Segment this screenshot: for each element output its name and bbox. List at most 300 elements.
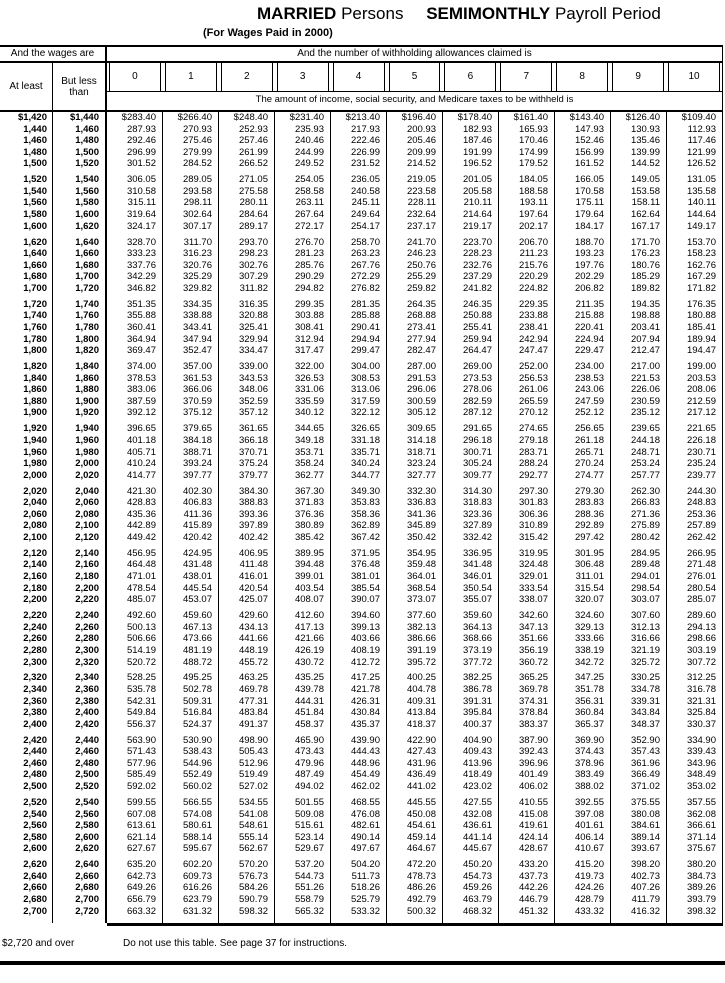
amount-cell-col-5: 350.42 [387,532,443,544]
table-row [0,735,723,747]
amount-cell-col-9: 280.42 [611,532,667,544]
table-row [0,248,723,260]
at-least-cell: 2,520 [0,797,53,809]
table-row [0,657,723,669]
amount-cell-col-3: 299.35 [275,299,331,311]
but-less-cell: 2,600 [53,832,107,844]
amount-cell-col-10: 325.84 [667,707,723,719]
amount-cell-col-10: 162.76 [667,260,723,272]
amount-cell-col-2: 498.90 [219,735,275,747]
amount-cell-col-6: 201.05 [443,174,499,186]
amount-cell-col-3: 394.48 [275,559,331,571]
amount-cell-col-5: 309.65 [387,423,443,435]
amount-cell-col-5: 246.23 [387,248,443,260]
table-row [0,832,723,844]
amount-cell-col-7: $161.40 [499,112,555,124]
amount-cell-col-3: 331.06 [275,384,331,396]
amount-cell-col-9: 330.25 [611,672,667,684]
amount-cell-col-0: 378.53 [107,373,163,385]
amount-cell-col-2: 334.47 [219,345,275,357]
amount-cell-col-3: 362.77 [275,470,331,482]
amount-cell-col-0: 607.08 [107,809,163,821]
amount-cell-col-7: 410.55 [499,797,555,809]
amount-cell-col-7: 242.94 [499,334,555,346]
amount-cell-col-8: 188.70 [555,237,611,249]
amount-cell-col-1: 320.76 [163,260,219,272]
amount-cell-col-1: 420.42 [163,532,219,544]
amount-cell-col-2: 477.31 [219,696,275,708]
amount-cell-col-4: 340.24 [331,458,387,470]
amount-cell-col-5: 282.47 [387,345,443,357]
amount-cell-col-0: 478.54 [107,583,163,595]
amount-cell-col-1: 538.43 [163,746,219,758]
title-payroll-period: Payroll Period [554,4,661,23]
amount-cell-col-6 [443,917,499,923]
amount-cell-col-6: 269.00 [443,361,499,373]
but-less-cell: 2,660 [53,871,107,883]
amount-cell-col-6: 359.60 [443,610,499,622]
table-row [0,622,723,634]
amount-cell-col-8: 197.76 [555,260,611,272]
amount-cell-col-5: 454.61 [387,820,443,832]
amount-cell-col-4: 317.59 [331,396,387,408]
amount-cell-col-6: 232.76 [443,260,499,272]
amount-cell-col-5: 241.70 [387,237,443,249]
at-least-cell: 1,500 [0,158,53,170]
but-less-cell: 2,260 [53,622,107,634]
amount-cell-col-2: 434.13 [219,622,275,634]
amount-cell-col-2: 527.02 [219,781,275,793]
amount-cell-col-0: 577.96 [107,758,163,770]
but-less-cell: 2,700 [53,894,107,906]
amount-cell-col-0: 428.83 [107,497,163,509]
amount-cell-col-0: 383.06 [107,384,163,396]
amount-cell-col-7: 387.90 [499,735,555,747]
amount-cell-col-1: 379.65 [163,423,219,435]
amount-cell-col-10: 144.64 [667,209,723,221]
amount-cell-col-9: 180.76 [611,260,667,272]
amount-cell-col-9: 248.71 [611,447,667,459]
amount-cell-col-8: 397.08 [555,809,611,821]
amount-cell-col-1: 361.53 [163,373,219,385]
amount-cell-col-6: 205.58 [443,186,499,198]
amount-cell-col-6: 309.77 [443,470,499,482]
amount-cell-col-2: 576.73 [219,871,275,883]
at-least-cell: 2,060 [0,509,53,521]
amount-cell-col-8: 324.60 [555,610,611,622]
amount-cell-col-10: 285.07 [667,594,723,606]
allowance-number-boxes [107,63,722,92]
amount-cell-col-6: 377.72 [443,657,499,669]
amount-cell-col-6: 423.02 [443,781,499,793]
amount-cell-col-6: 350.54 [443,583,499,595]
table-row [0,345,723,357]
amount-cell-col-3: $231.40 [275,112,331,124]
at-least-cell: 1,460 [0,135,53,147]
amount-cell-col-5: 305.12 [387,407,443,419]
amount-cell-col-3: 515.61 [275,820,331,832]
at-least-cell: 2,660 [0,882,53,894]
amount-cell-col-8: 184.17 [555,221,611,233]
at-least-cell: 2,180 [0,583,53,595]
amount-cell-col-1: 329.82 [163,283,219,295]
table-row [0,322,723,334]
amount-cell-col-5: 268.88 [387,310,443,322]
amount-cell-col-1: 270.93 [163,124,219,136]
table-row [0,571,723,583]
amount-cell-col-9: 312.13 [611,622,667,634]
allowance-col-10: 10 [668,63,720,91]
amount-cell-col-10 [667,917,723,923]
amount-cell-col-5: 382.13 [387,622,443,634]
but-less-cell: 2,000 [53,458,107,470]
amount-cell-col-3: 479.96 [275,758,331,770]
but-less-cell: 2,240 [53,610,107,622]
table-header-row-1 [0,45,723,63]
but-less-cell: 1,880 [53,384,107,396]
table-row [0,520,723,532]
amount-cell-col-9: $126.40 [611,112,667,124]
amount-cell-col-7: 360.72 [499,657,555,669]
amount-cell-col-10: 171.82 [667,283,723,295]
table-row [0,310,723,322]
table-footer [0,938,725,951]
amount-cell-col-4: 231.52 [331,158,387,170]
amount-cell-col-3: 308.41 [275,322,331,334]
amount-cell-col-6: 278.06 [443,384,499,396]
amount-cell-col-7: 202.17 [499,221,555,233]
amount-cell-col-4: 263.23 [331,248,387,260]
amount-cell-col-10: 239.77 [667,470,723,482]
amount-cell-col-3: 317.47 [275,345,331,357]
amount-cell-col-5: 427.43 [387,746,443,758]
but-less-cell: 2,040 [53,486,107,498]
table-row [0,186,723,198]
but-less-cell: 2,580 [53,820,107,832]
amount-cell-col-7: 319.95 [499,548,555,560]
amount-cell-col-8: 342.72 [555,657,611,669]
table-row [0,237,723,249]
amount-cell-col-10: 212.59 [667,396,723,408]
amount-cell-col-7: 174.99 [499,147,555,159]
amount-cell-col-0: 514.19 [107,645,163,657]
amount-cell-col-1: 431.48 [163,559,219,571]
but-less-cell: 2,180 [53,571,107,583]
amount-cell-col-9: 266.83 [611,497,667,509]
allowance-col-2: 2 [221,63,273,91]
at-least-cell: 1,800 [0,345,53,357]
amount-cell-col-5: 422.90 [387,735,443,747]
amount-cell-col-2: 512.96 [219,758,275,770]
amount-cell-col-0: 492.60 [107,610,163,622]
amount-cell-col-0: 635.20 [107,859,163,871]
amount-cell-col-0: 310.58 [107,186,163,198]
amount-cell-col-9: 402.73 [611,871,667,883]
amount-cell-col-8: 347.25 [555,672,611,684]
but-less-cell: 2,440 [53,735,107,747]
at-least-cell: 2,640 [0,871,53,883]
amount-cell-col-7: 428.67 [499,843,555,855]
at-least-cell: 2,160 [0,571,53,583]
wages-over-label: $2,720 and over [2,938,75,949]
amount-cell-col-6: 418.49 [443,769,499,781]
amount-cell-col-1: 388.71 [163,447,219,459]
amount-cell-col-5: 359.48 [387,559,443,571]
amount-cell-col-1: 293.58 [163,186,219,198]
amount-cell-col-6: 391.31 [443,696,499,708]
amount-cell-col-1: 393.24 [163,458,219,470]
amount-cell-col-7: 297.30 [499,486,555,498]
amount-cell-col-4: 533.32 [331,906,387,918]
amount-cell-col-8: 392.55 [555,797,611,809]
amount-cell-col-6: 450.20 [443,859,499,871]
footer-instruction: Do not use this table. See page 37 for instructions. [123,938,348,949]
amount-cell-col-7 [499,917,555,923]
amount-cell-col-2: 370.71 [219,447,275,459]
amount-cell-col-5: 486.26 [387,882,443,894]
amount-cell-col-9: 407.26 [611,882,667,894]
amount-cell-col-4: 240.58 [331,186,387,198]
at-least-cell: 2,320 [0,672,53,684]
amount-cell-col-0: 401.18 [107,435,163,447]
amount-cell-col-6: 264.47 [443,345,499,357]
amount-cell-col-0: 535.78 [107,684,163,696]
amount-cell-col-6: 314.30 [443,486,499,498]
table-row [0,645,723,657]
amount-cell-col-3: 558.79 [275,894,331,906]
table-row [0,894,723,906]
amount-cell-col-7: 224.82 [499,283,555,295]
but-less-cell: 2,100 [53,520,107,532]
but-less-cell [53,917,107,923]
amount-cell-col-5: 214.52 [387,158,443,170]
amount-cell-col-7: 342.60 [499,610,555,622]
amount-cell-col-4: 417.25 [331,672,387,684]
but-less-cell: 2,080 [53,509,107,521]
table-row [0,373,723,385]
but-less-cell: 1,960 [53,435,107,447]
amount-cell-col-4: 358.36 [331,509,387,521]
amount-cell-col-10: 303.19 [667,645,723,657]
amount-cell-col-4: 226.99 [331,147,387,159]
amount-cell-col-10: 307.72 [667,657,723,669]
amount-cell-col-7: 365.25 [499,672,555,684]
amount-cell-col-4: 290.41 [331,322,387,334]
amount-cell-col-10: 203.53 [667,373,723,385]
amount-cell-col-5: 223.58 [387,186,443,198]
amount-cell-col-2: 505.43 [219,746,275,758]
amount-cell-col-0: 374.00 [107,361,163,373]
title-persons: Persons [341,4,404,23]
but-less-cell: 1,580 [53,197,107,209]
table-row [0,746,723,758]
table-header-row-2 [0,63,723,110]
amount-cell-col-7: 396.96 [499,758,555,770]
at-least-cell: 2,540 [0,809,53,821]
amount-cell-col-6: 228.23 [443,248,499,260]
allowances-claimed-header: And the number of withholding allowances claimed is [107,47,723,61]
amount-cell-col-1: 298.11 [163,197,219,209]
amount-cell-col-0: 585.49 [107,769,163,781]
amount-cell-col-9: 226.06 [611,384,667,396]
amount-cell-col-8: 252.12 [555,407,611,419]
amount-cell-col-9: 411.79 [611,894,667,906]
amount-cell-col-0: 287.93 [107,124,163,136]
amount-cell-col-9: 284.95 [611,548,667,560]
amount-cell-col-5: 287.00 [387,361,443,373]
amount-cell-col-7: 315.42 [499,532,555,544]
amount-cell-col-10: 194.47 [667,345,723,357]
amount-cell-col-1: 370.59 [163,396,219,408]
amount-cell-col-3: 487.49 [275,769,331,781]
table-row [0,719,723,731]
amount-cell-col-6: 432.08 [443,809,499,821]
amount-cell-col-8: 338.19 [555,645,611,657]
amount-cell-col-4: 421.78 [331,684,387,696]
at-least-cell: 1,580 [0,209,53,221]
amount-cell-col-9: 167.17 [611,221,667,233]
amount-cell-col-2: 548.61 [219,820,275,832]
amount-cell-col-6: 196.52 [443,158,499,170]
amount-cell-col-6: 445.67 [443,843,499,855]
amount-cell-col-3: 254.05 [275,174,331,186]
allowance-col-1: 1 [165,63,217,91]
but-less-cell: 2,220 [53,594,107,606]
amount-cell-col-7: 274.65 [499,423,555,435]
amount-cell-col-7: 170.46 [499,135,555,147]
amount-cell-col-2: 429.60 [219,610,275,622]
at-least-cell: 2,260 [0,633,53,645]
amount-cell-col-0: 337.76 [107,260,163,272]
amount-cell-col-2: 397.89 [219,520,275,532]
amount-cell-col-3: 376.36 [275,509,331,521]
table-row [0,548,723,560]
amount-cell-col-9: 158.11 [611,197,667,209]
amount-cell-col-2: 411.48 [219,559,275,571]
amount-cell-col-4: 408.19 [331,645,387,657]
at-least-cell: 2,220 [0,610,53,622]
amount-cell-col-8: $143.40 [555,112,611,124]
amount-cell-col-5 [387,917,443,923]
amount-cell-col-9: 375.55 [611,797,667,809]
table-row [0,283,723,295]
amount-cell-col-8: 265.71 [555,447,611,459]
amount-cell-col-9: 203.41 [611,322,667,334]
amount-cell-col-8: 220.41 [555,322,611,334]
amount-cell-col-8: 374.43 [555,746,611,758]
amount-cell-col-5: 219.05 [387,174,443,186]
amount-cell-col-0: 663.32 [107,906,163,918]
amount-cell-col-7: 333.54 [499,583,555,595]
amount-cell-col-4: 468.55 [331,797,387,809]
amount-cell-col-2: 379.77 [219,470,275,482]
amount-cell-col-0: 571.43 [107,746,163,758]
amount-cell-col-10: 135.58 [667,186,723,198]
amount-cell-col-1: 509.31 [163,696,219,708]
amount-cell-col-8: 170.58 [555,186,611,198]
amount-cell-col-9: 144.52 [611,158,667,170]
table-row [0,271,723,283]
amount-cell-col-6: 441.14 [443,832,499,844]
table-row [0,594,723,606]
amount-cell-col-6: 191.99 [443,147,499,159]
amount-cell-col-3: 285.76 [275,260,331,272]
amount-cell-col-2: 302.76 [219,260,275,272]
at-least-cell: 2,600 [0,843,53,855]
but-less-cell: 2,140 [53,548,107,560]
at-least-cell: 2,420 [0,735,53,747]
amount-cell-col-7: 184.05 [499,174,555,186]
amount-cell-col-10: 271.48 [667,559,723,571]
page-bottom-rule [0,961,725,965]
but-less-cell: 2,460 [53,746,107,758]
amount-cell-col-4: 439.90 [331,735,387,747]
amount-cell-col-6: 341.48 [443,559,499,571]
but-less-cell: 2,320 [53,657,107,669]
amount-cell-col-1: 397.77 [163,470,219,482]
amount-cell-col-2: 348.06 [219,384,275,396]
amount-cell-col-5: 418.37 [387,719,443,731]
at-least-cell: 1,540 [0,186,53,198]
amount-cell-col-10: 321.31 [667,696,723,708]
amount-cell-col-1: 334.35 [163,299,219,311]
table-row [0,820,723,832]
amount-cell-col-7: 229.35 [499,299,555,311]
amount-cell-col-1: 302.64 [163,209,219,221]
amount-cell-col-2: 343.53 [219,373,275,385]
amount-cell-col-4: 236.05 [331,174,387,186]
amount-cell-col-4: 462.02 [331,781,387,793]
amount-cell-col-5: 478.73 [387,871,443,883]
amount-cell-col-3: 439.78 [275,684,331,696]
table-row [0,758,723,770]
amount-cell-col-5: 327.77 [387,470,443,482]
but-less-cell: 2,020 [53,470,107,482]
amount-cell-col-3: 458.37 [275,719,331,731]
amount-cell-col-0: 387.59 [107,396,163,408]
amount-cell-col-6: $178.40 [443,112,499,124]
amount-cell-col-8: 333.66 [555,633,611,645]
amount-cell-col-7: 233.88 [499,310,555,322]
amount-cell-col-9: 380.08 [611,809,667,821]
at-least-cell: 2,080 [0,520,53,532]
amount-cell-col-4: 331.18 [331,435,387,447]
amount-cell-col-2: 425.07 [219,594,275,606]
amount-cell-col-6: 413.96 [443,758,499,770]
amount-cell-col-5: 400.25 [387,672,443,684]
amount-cell-col-7: 451.32 [499,906,555,918]
amount-cell-col-9: 239.65 [611,423,667,435]
amount-cell-col-9: 262.30 [611,486,667,498]
amount-cell-col-4: 412.72 [331,657,387,669]
amount-cell-col-7: 392.43 [499,746,555,758]
at-least-cell: 1,640 [0,248,53,260]
amount-cell-col-2: 562.67 [219,843,275,855]
but-less-cell: 1,700 [53,271,107,283]
table-row [0,334,723,346]
amount-cell-col-5: 296.06 [387,384,443,396]
but-less-cell: 2,380 [53,696,107,708]
table-row [0,209,723,221]
amount-cell-col-0: 333.23 [107,248,163,260]
amount-cell-col-10: 176.35 [667,299,723,311]
table-row [0,174,723,186]
amount-cell-col-6: 291.65 [443,423,499,435]
amount-cell-col-2: 361.65 [219,423,275,435]
amount-cell-col-2: 293.70 [219,237,275,249]
amount-cell-col-6: 273.53 [443,373,499,385]
allowance-col-3: 3 [277,63,329,91]
